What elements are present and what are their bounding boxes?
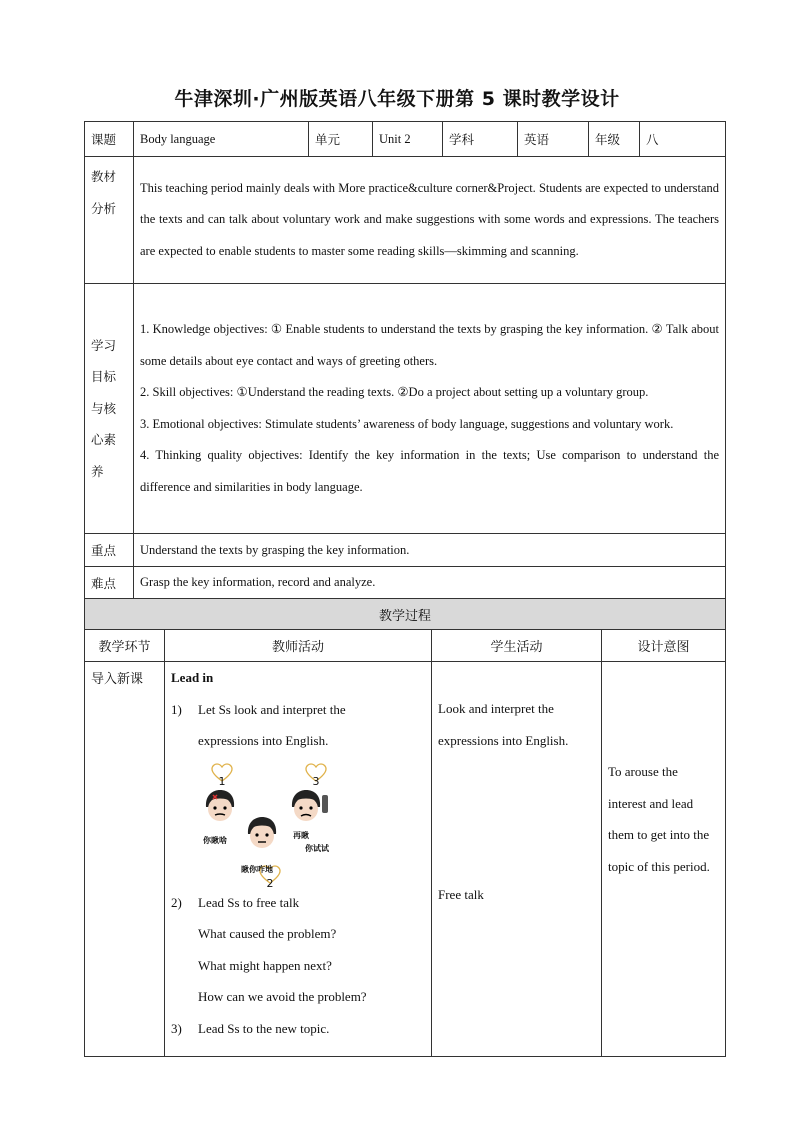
heart-number: 2 <box>266 876 274 890</box>
lesson-info-table <box>84 121 726 599</box>
analysis-label <box>85 157 134 284</box>
meme-face-icon <box>245 816 279 854</box>
teacher-activity-cell <box>165 662 432 1057</box>
objectives-label-line: 目标 <box>91 369 117 385</box>
step-number: 2) <box>171 894 182 910</box>
column-header: 设计意图 <box>602 630 726 662</box>
objectives-label-line: 养 <box>91 463 104 479</box>
step-number: 3) <box>171 1020 182 1036</box>
objectives-text <box>134 284 726 534</box>
analysis-label-line2: 分析 <box>91 200 117 216</box>
teaching-process-table <box>84 598 726 1057</box>
meme-face-icon <box>203 789 237 827</box>
meme-caption: 你试试 <box>305 843 329 853</box>
meme-caption: 再瞅 <box>293 830 309 840</box>
objectives-label-line: 心素 <box>91 432 117 448</box>
objective-item: 4. Thinking quality objectives: Identify the key information in the texts; Use comparison to understand the difference and similarities in body language. <box>140 448 719 494</box>
lead-in-heading: Lead in <box>171 670 214 685</box>
step3-text: Lead Ss to the new topic. <box>198 1020 330 1036</box>
key-point-label: 重点 <box>85 534 134 567</box>
heart-number: 3 <box>312 774 320 788</box>
question-item: How can we avoid the problem? <box>198 989 367 1004</box>
grade-value: 八 <box>640 122 726 157</box>
step2-text: Lead Ss to free talk <box>198 894 300 910</box>
meme-picture <box>201 761 361 890</box>
page-title: 牛津深圳·广州版英语八年级下册第 5 课时教学设计 <box>174 88 620 110</box>
stage-cell: 导入新课 <box>85 662 165 1057</box>
subject-value: 英语 <box>518 122 589 157</box>
objectives-label-line: 与核 <box>91 400 117 416</box>
column-header: 教师活动 <box>165 630 432 662</box>
heart-badge-icon <box>211 763 233 788</box>
step1-text-cont: expressions into English. <box>198 733 329 748</box>
key-point-text: Understand the texts by grasping the key information. <box>134 534 726 567</box>
column-header: 教学环节 <box>85 630 165 662</box>
objective-item: 3. Emotional objectives: Stimulate students’ awareness of body language, suggestions and voluntary work. <box>140 416 674 431</box>
topic-label: 课题 <box>85 122 134 157</box>
analysis-text: This teaching period mainly deals with More practice&culture corner&Project. Students are expected to understand the texts and can talk about voluntary work and make suggestions with some words and expressions. The teachers are expected to enable students to master some reading skills—skimming and scanning. <box>134 157 726 284</box>
meme-caption: 你瞅啥 <box>203 835 227 845</box>
objective-item: 1. Knowledge objectives: ① Enable students to understand the texts by grasping the key information. ② Talk about some details about eye contact and ways of greeting others. <box>140 322 719 368</box>
step-number: 1) <box>171 701 182 717</box>
difficulty-label: 难点 <box>85 567 134 599</box>
difficulty-text: Grasp the key information, record and analyze. <box>134 567 726 599</box>
design-intent-cell: To arouse the interest and lead them to get into the topic of this period. <box>602 662 726 1057</box>
question-item: What caused the problem? <box>198 926 337 941</box>
subject-label: 学科 <box>443 122 518 157</box>
unit-label: 单元 <box>309 122 373 157</box>
heart-number: 1 <box>218 774 226 788</box>
heart-badge-icon <box>305 763 327 788</box>
student-activity-1: Look and interpret the expressions into English. <box>438 701 569 748</box>
question-item: What might happen next? <box>198 957 332 973</box>
student-activity-2: Free talk <box>438 887 484 902</box>
objectives-label-line: 学习 <box>91 337 117 353</box>
column-header: 学生活动 <box>432 630 602 662</box>
step1-text: Let Ss look and interpret the <box>198 701 346 717</box>
objectives-label <box>85 284 134 534</box>
meme-caption: 瞅你咋地 <box>241 864 273 874</box>
student-activity-cell <box>432 662 602 1057</box>
objective-item: 2. Skill objectives: ①Understand the reading texts. ②Do a project about setting up a voluntary group. <box>140 385 649 399</box>
grade-label: 年级 <box>589 122 640 157</box>
unit-value: Unit 2 <box>373 122 443 157</box>
topic-value: Body language <box>134 122 309 157</box>
analysis-label-line1: 教材 <box>91 169 117 184</box>
process-heading: 教学过程 <box>85 599 726 630</box>
